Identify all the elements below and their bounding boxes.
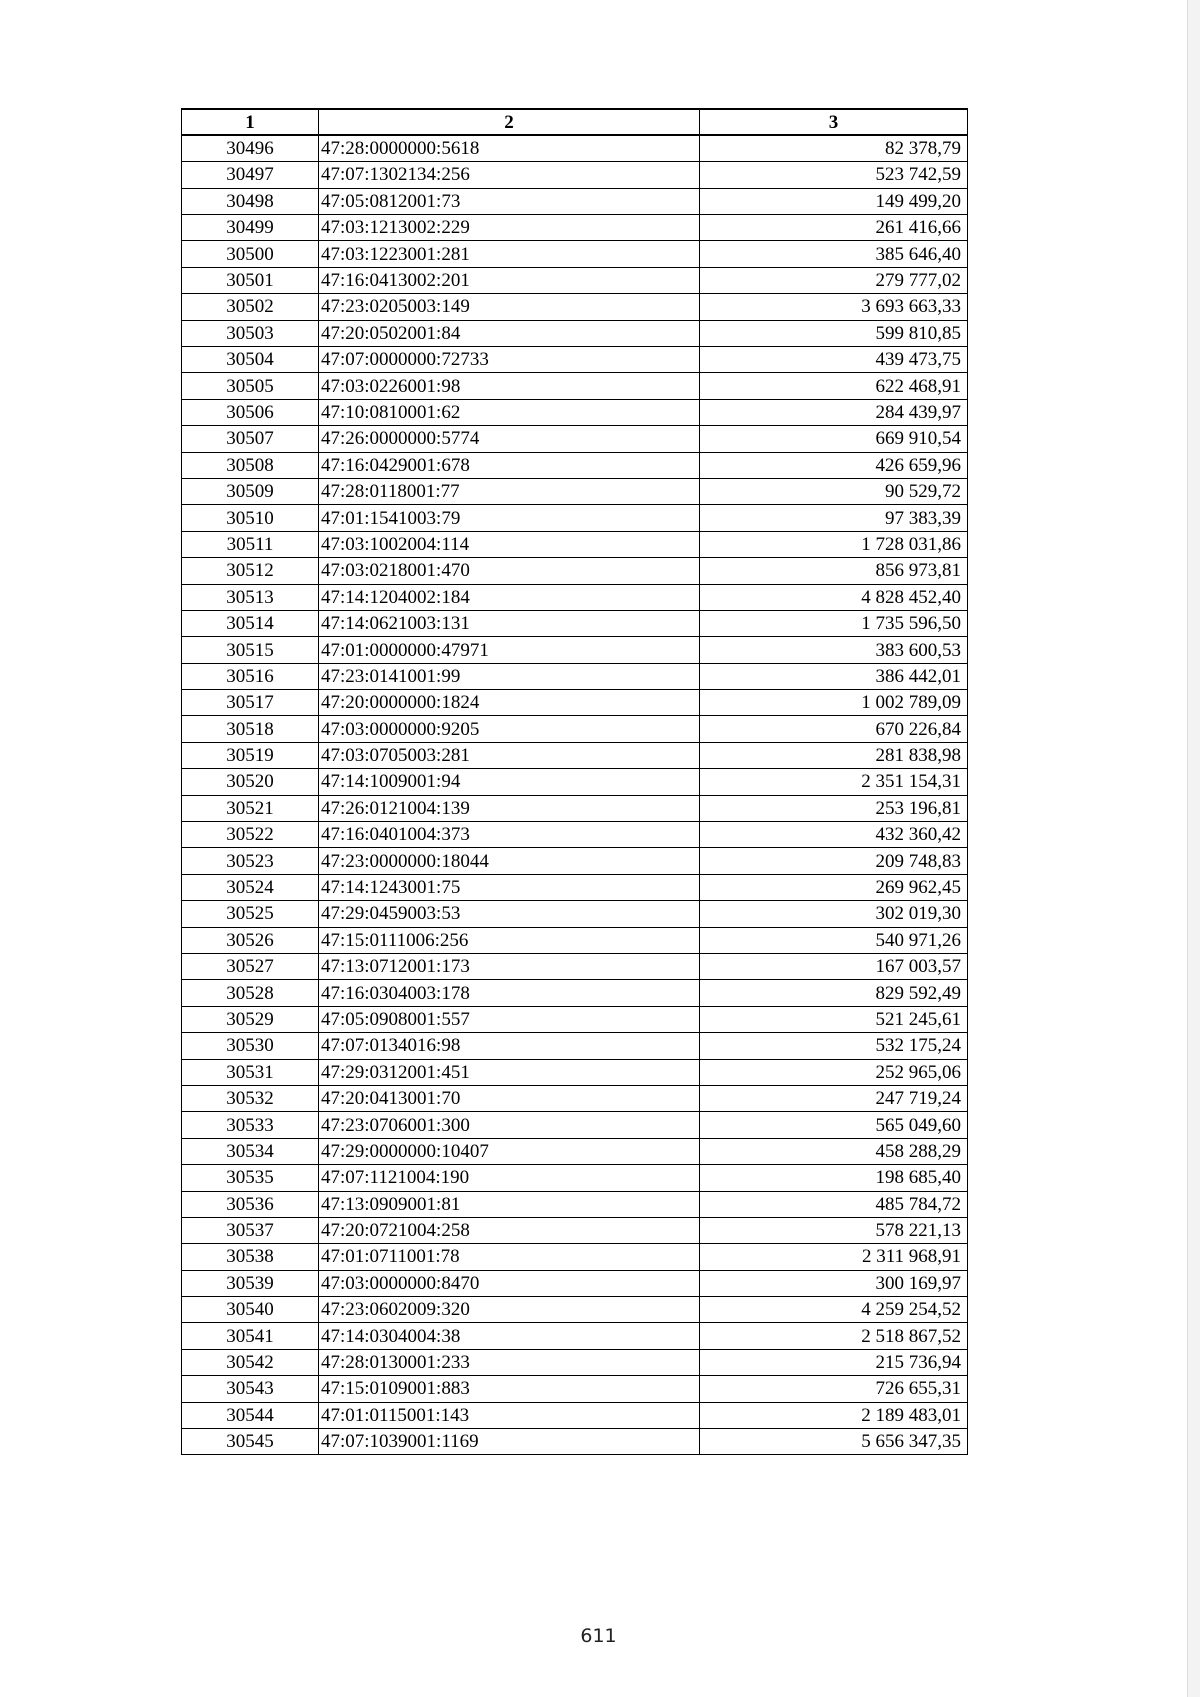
row-number-cell: 30543 xyxy=(182,1376,319,1402)
cadastral-number-cell: 47:26:0000000:5774 xyxy=(319,426,700,452)
value-cell: 1 735 596,50 xyxy=(700,610,968,636)
table-row xyxy=(182,1059,968,1085)
table-row xyxy=(182,954,968,980)
data-table xyxy=(181,108,968,1455)
row-number-cell: 30534 xyxy=(182,1138,319,1164)
value-cell: 670 226,84 xyxy=(700,716,968,742)
value-cell: 669 910,54 xyxy=(700,426,968,452)
row-number-cell: 30524 xyxy=(182,874,319,900)
cadastral-number-cell: 47:16:0429001:678 xyxy=(319,452,700,478)
cadastral-number-cell: 47:28:0130001:233 xyxy=(319,1349,700,1375)
value-cell: 2 351 154,31 xyxy=(700,769,968,795)
table-row xyxy=(182,1349,968,1375)
value-cell: 302 019,30 xyxy=(700,901,968,927)
value-cell: 540 971,26 xyxy=(700,927,968,953)
cadastral-number-cell: 47:15:0111006:256 xyxy=(319,927,700,953)
cadastral-number-cell: 47:29:0312001:451 xyxy=(319,1059,700,1085)
cadastral-number-cell: 47:07:1039001:1169 xyxy=(319,1429,700,1455)
row-number-cell: 30513 xyxy=(182,584,319,610)
table-header-row xyxy=(182,109,968,135)
table-row xyxy=(182,1244,968,1270)
column-header-2: 2 xyxy=(319,109,700,135)
table-row xyxy=(182,1138,968,1164)
value-cell: 281 838,98 xyxy=(700,742,968,768)
row-number-cell: 30518 xyxy=(182,716,319,742)
value-cell: 209 748,83 xyxy=(700,848,968,874)
cadastral-number-cell: 47:29:0000000:10407 xyxy=(319,1138,700,1164)
value-cell: 82 378,79 xyxy=(700,135,968,161)
value-cell: 485 784,72 xyxy=(700,1191,968,1217)
table-row xyxy=(182,162,968,188)
cadastral-number-cell: 47:14:0621003:131 xyxy=(319,610,700,636)
table-row xyxy=(182,1006,968,1032)
table-body xyxy=(182,135,968,1455)
cadastral-number-cell: 47:23:0205003:149 xyxy=(319,294,700,320)
value-cell: 523 742,59 xyxy=(700,162,968,188)
cadastral-number-cell: 47:20:0000000:1824 xyxy=(319,690,700,716)
value-cell: 426 659,96 xyxy=(700,452,968,478)
value-cell: 253 196,81 xyxy=(700,795,968,821)
value-cell: 284 439,97 xyxy=(700,399,968,425)
cadastral-number-cell: 47:01:0115001:143 xyxy=(319,1402,700,1428)
row-number-cell: 30514 xyxy=(182,610,319,636)
row-number-cell: 30530 xyxy=(182,1033,319,1059)
value-cell: 432 360,42 xyxy=(700,822,968,848)
row-number-cell: 30498 xyxy=(182,188,319,214)
row-number-cell: 30497 xyxy=(182,162,319,188)
row-number-cell: 30529 xyxy=(182,1006,319,1032)
cadastral-number-cell: 47:07:0000000:72733 xyxy=(319,347,700,373)
cadastral-number-cell: 47:23:0602009:320 xyxy=(319,1297,700,1323)
page-edge xyxy=(1187,0,1200,1697)
table-row xyxy=(182,452,968,478)
cadastral-number-cell: 47:16:0413002:201 xyxy=(319,267,700,293)
table-row xyxy=(182,505,968,531)
table-row xyxy=(182,716,968,742)
table-row xyxy=(182,1270,968,1296)
cadastral-number-cell: 47:03:0000000:8470 xyxy=(319,1270,700,1296)
cadastral-number-cell: 47:23:0706001:300 xyxy=(319,1112,700,1138)
row-number-cell: 30501 xyxy=(182,267,319,293)
row-number-cell: 30503 xyxy=(182,320,319,346)
value-cell: 565 049,60 xyxy=(700,1112,968,1138)
value-cell: 1 002 789,09 xyxy=(700,690,968,716)
cadastral-number-cell: 47:05:0812001:73 xyxy=(319,188,700,214)
table-row xyxy=(182,1429,968,1455)
table-row xyxy=(182,1165,968,1191)
row-number-cell: 30507 xyxy=(182,426,319,452)
cadastral-number-cell: 47:14:0304004:38 xyxy=(319,1323,700,1349)
cadastral-number-cell: 47:14:1204002:184 xyxy=(319,584,700,610)
cadastral-number-cell: 47:10:0810001:62 xyxy=(319,399,700,425)
value-cell: 439 473,75 xyxy=(700,347,968,373)
value-cell: 252 965,06 xyxy=(700,1059,968,1085)
row-number-cell: 30515 xyxy=(182,637,319,663)
cadastral-number-cell: 47:05:0908001:557 xyxy=(319,1006,700,1032)
table-row xyxy=(182,558,968,584)
value-cell: 4 828 452,40 xyxy=(700,584,968,610)
row-number-cell: 30520 xyxy=(182,769,319,795)
row-number-cell: 30535 xyxy=(182,1165,319,1191)
table-row xyxy=(182,215,968,241)
cadastral-number-cell: 47:03:1213002:229 xyxy=(319,215,700,241)
cadastral-number-cell: 47:16:0401004:373 xyxy=(319,822,700,848)
cadastral-number-cell: 47:16:0304003:178 xyxy=(319,980,700,1006)
cadastral-number-cell: 47:03:1002004:114 xyxy=(319,531,700,557)
value-cell: 2 518 867,52 xyxy=(700,1323,968,1349)
value-cell: 599 810,85 xyxy=(700,320,968,346)
value-cell: 2 311 968,91 xyxy=(700,1244,968,1270)
cadastral-number-cell: 47:28:0118001:77 xyxy=(319,478,700,504)
value-cell: 856 973,81 xyxy=(700,558,968,584)
table-row xyxy=(182,610,968,636)
row-number-cell: 30522 xyxy=(182,822,319,848)
cadastral-number-cell: 47:03:1223001:281 xyxy=(319,241,700,267)
column-header-1: 1 xyxy=(182,109,319,135)
cadastral-number-cell: 47:28:0000000:5618 xyxy=(319,135,700,161)
value-cell: 386 442,01 xyxy=(700,663,968,689)
row-number-cell: 30533 xyxy=(182,1112,319,1138)
cadastral-number-cell: 47:13:0712001:173 xyxy=(319,954,700,980)
table-row xyxy=(182,320,968,346)
table-row xyxy=(182,399,968,425)
value-cell: 247 719,24 xyxy=(700,1085,968,1111)
row-number-cell: 30519 xyxy=(182,742,319,768)
value-cell: 300 169,97 xyxy=(700,1270,968,1296)
value-cell: 279 777,02 xyxy=(700,267,968,293)
row-number-cell: 30540 xyxy=(182,1297,319,1323)
cadastral-number-cell: 47:20:0502001:84 xyxy=(319,320,700,346)
value-cell: 829 592,49 xyxy=(700,980,968,1006)
table-row xyxy=(182,769,968,795)
table-row xyxy=(182,373,968,399)
table-row xyxy=(182,795,968,821)
cadastral-number-cell: 47:13:0909001:81 xyxy=(319,1191,700,1217)
row-number-cell: 30516 xyxy=(182,663,319,689)
cadastral-number-cell: 47:23:0000000:18044 xyxy=(319,848,700,874)
row-number-cell: 30511 xyxy=(182,531,319,557)
row-number-cell: 30504 xyxy=(182,347,319,373)
row-number-cell: 30544 xyxy=(182,1402,319,1428)
cadastral-number-cell: 47:15:0109001:883 xyxy=(319,1376,700,1402)
row-number-cell: 30537 xyxy=(182,1217,319,1243)
cadastral-number-cell: 47:07:1121004:190 xyxy=(319,1165,700,1191)
data-table-container xyxy=(181,108,967,1455)
table-row xyxy=(182,1402,968,1428)
row-number-cell: 30536 xyxy=(182,1191,319,1217)
cadastral-number-cell: 47:07:1302134:256 xyxy=(319,162,700,188)
cadastral-number-cell: 47:26:0121004:139 xyxy=(319,795,700,821)
row-number-cell: 30545 xyxy=(182,1429,319,1455)
table-row xyxy=(182,822,968,848)
row-number-cell: 30525 xyxy=(182,901,319,927)
row-number-cell: 30499 xyxy=(182,215,319,241)
row-number-cell: 30509 xyxy=(182,478,319,504)
cadastral-number-cell: 47:29:0459003:53 xyxy=(319,901,700,927)
value-cell: 90 529,72 xyxy=(700,478,968,504)
table-row xyxy=(182,874,968,900)
value-cell: 458 288,29 xyxy=(700,1138,968,1164)
table-row xyxy=(182,267,968,293)
table-row xyxy=(182,901,968,927)
table-row xyxy=(182,927,968,953)
value-cell: 269 962,45 xyxy=(700,874,968,900)
row-number-cell: 30526 xyxy=(182,927,319,953)
row-number-cell: 30506 xyxy=(182,399,319,425)
cadastral-number-cell: 47:20:0721004:258 xyxy=(319,1217,700,1243)
table-row xyxy=(182,1297,968,1323)
row-number-cell: 30496 xyxy=(182,135,319,161)
row-number-cell: 30541 xyxy=(182,1323,319,1349)
cadastral-number-cell: 47:03:0226001:98 xyxy=(319,373,700,399)
value-cell: 385 646,40 xyxy=(700,241,968,267)
table-row xyxy=(182,980,968,1006)
table-row xyxy=(182,478,968,504)
value-cell: 726 655,31 xyxy=(700,1376,968,1402)
value-cell: 4 259 254,52 xyxy=(700,1297,968,1323)
table-row xyxy=(182,1217,968,1243)
cadastral-number-cell: 47:01:1541003:79 xyxy=(319,505,700,531)
value-cell: 261 416,66 xyxy=(700,215,968,241)
value-cell: 622 468,91 xyxy=(700,373,968,399)
table-row xyxy=(182,426,968,452)
row-number-cell: 30527 xyxy=(182,954,319,980)
table-row xyxy=(182,1112,968,1138)
value-cell: 383 600,53 xyxy=(700,637,968,663)
table-row xyxy=(182,690,968,716)
value-cell: 532 175,24 xyxy=(700,1033,968,1059)
row-number-cell: 30528 xyxy=(182,980,319,1006)
value-cell: 167 003,57 xyxy=(700,954,968,980)
value-cell: 3 693 663,33 xyxy=(700,294,968,320)
table-row xyxy=(182,188,968,214)
cadastral-number-cell: 47:03:0218001:470 xyxy=(319,558,700,584)
table-row xyxy=(182,1191,968,1217)
value-cell: 97 383,39 xyxy=(700,505,968,531)
table-row xyxy=(182,1323,968,1349)
row-number-cell: 30542 xyxy=(182,1349,319,1375)
table-row xyxy=(182,135,968,161)
table-row xyxy=(182,663,968,689)
row-number-cell: 30538 xyxy=(182,1244,319,1270)
row-number-cell: 30517 xyxy=(182,690,319,716)
cadastral-number-cell: 47:07:0134016:98 xyxy=(319,1033,700,1059)
row-number-cell: 30532 xyxy=(182,1085,319,1111)
row-number-cell: 30500 xyxy=(182,241,319,267)
page-number: 611 xyxy=(580,1625,617,1647)
row-number-cell: 30505 xyxy=(182,373,319,399)
column-header-3: 3 xyxy=(700,109,968,135)
value-cell: 578 221,13 xyxy=(700,1217,968,1243)
table-row xyxy=(182,1376,968,1402)
table-row xyxy=(182,531,968,557)
cadastral-number-cell: 47:01:0000000:47971 xyxy=(319,637,700,663)
table-row xyxy=(182,294,968,320)
row-number-cell: 30502 xyxy=(182,294,319,320)
table-row xyxy=(182,347,968,373)
value-cell: 198 685,40 xyxy=(700,1165,968,1191)
row-number-cell: 30539 xyxy=(182,1270,319,1296)
value-cell: 2 189 483,01 xyxy=(700,1402,968,1428)
row-number-cell: 30512 xyxy=(182,558,319,584)
cadastral-number-cell: 47:20:0413001:70 xyxy=(319,1085,700,1111)
row-number-cell: 30531 xyxy=(182,1059,319,1085)
table-row xyxy=(182,1085,968,1111)
row-number-cell: 30510 xyxy=(182,505,319,531)
value-cell: 149 499,20 xyxy=(700,188,968,214)
table-row xyxy=(182,848,968,874)
row-number-cell: 30508 xyxy=(182,452,319,478)
value-cell: 5 656 347,35 xyxy=(700,1429,968,1455)
table-row xyxy=(182,241,968,267)
cadastral-number-cell: 47:14:1243001:75 xyxy=(319,874,700,900)
cadastral-number-cell: 47:14:1009001:94 xyxy=(319,769,700,795)
table-row xyxy=(182,1033,968,1059)
value-cell: 1 728 031,86 xyxy=(700,531,968,557)
table-row xyxy=(182,584,968,610)
cadastral-number-cell: 47:03:0000000:9205 xyxy=(319,716,700,742)
value-cell: 215 736,94 xyxy=(700,1349,968,1375)
row-number-cell: 30523 xyxy=(182,848,319,874)
cadastral-number-cell: 47:23:0141001:99 xyxy=(319,663,700,689)
value-cell: 521 245,61 xyxy=(700,1006,968,1032)
table-row xyxy=(182,742,968,768)
cadastral-number-cell: 47:03:0705003:281 xyxy=(319,742,700,768)
row-number-cell: 30521 xyxy=(182,795,319,821)
cadastral-number-cell: 47:01:0711001:78 xyxy=(319,1244,700,1270)
table-row xyxy=(182,637,968,663)
